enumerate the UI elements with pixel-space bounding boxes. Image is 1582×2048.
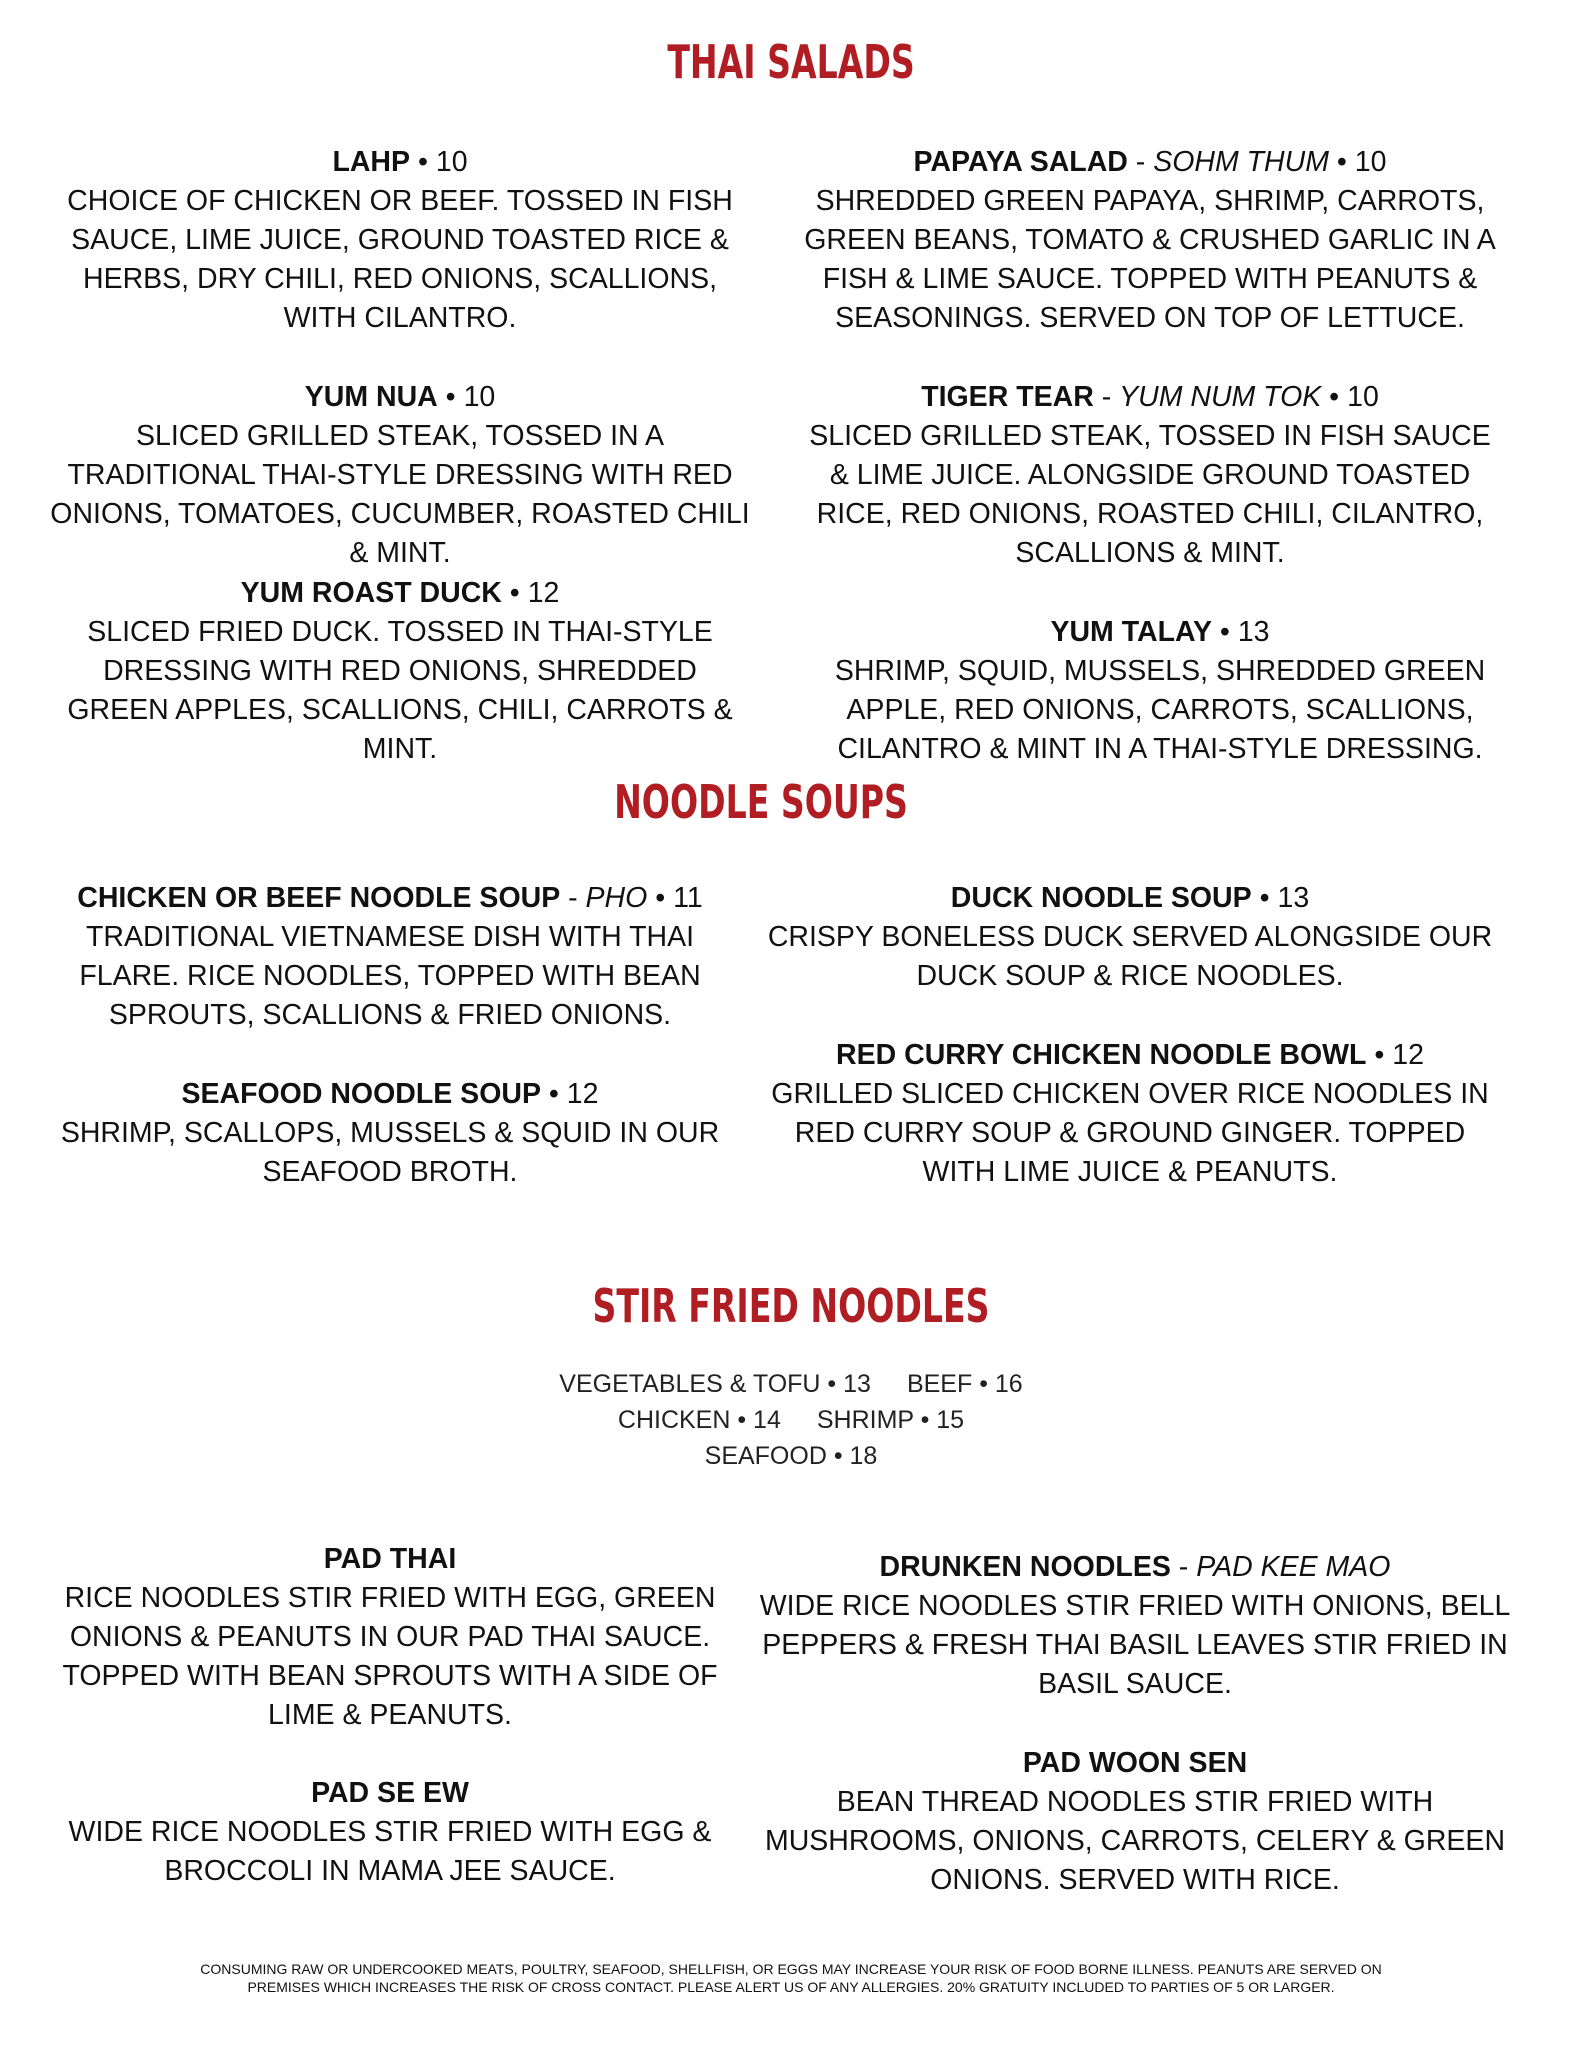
- item-name: SEAFOOD NOODLE SOUP: [181, 1078, 541, 1110]
- item-name: PAD SE EW: [311, 1777, 469, 1809]
- menu-item-yum-roast-duck: YUM ROAST DUCK • 12 SLICED FRIED DUCK. TOSSED IN THAI-STYLE DRESSING WITH RED ONIONS, SHREDDED GREEN APPLES, SCALLIONS, CHILI, CARROTS & MINT.: [50, 574, 750, 769]
- item-name: YUM TALAY: [1050, 616, 1212, 648]
- item-description: CHOICE OF CHICKEN OR BEEF. TOSSED IN FISH SAUCE, LIME JUICE, GROUND TOASTED RICE & HERBS, DRY CHILI, RED ONIONS, SCALLIONS, WITH CILANTRO.: [67, 185, 733, 334]
- menu-item-pad-woon-sen: [740, 1744, 1530, 1900]
- item-price: 10: [1354, 146, 1387, 178]
- item-price: 12: [566, 1078, 599, 1110]
- item-price: 13: [1237, 616, 1270, 648]
- item-name: PAD WOON SEN: [1022, 1747, 1248, 1779]
- item-subtitle: SOHM THUM: [1153, 146, 1329, 178]
- menu-item-tiger-tear: TIGER TEAR - YUM NUM TOK • 10 SLICED GRILLED STEAK, TOSSED IN FISH SAUCE & LIME JUICE. ALONGSIDE GROUND TOASTED RICE, RED ONIONS, ROASTED CHILI, CILANTRO, SCALLIONS & MINT.: [800, 378, 1500, 573]
- section-title-stir-fried-noodles: STIR FRIED NOODLES: [592, 1279, 990, 1333]
- menu-item-pad-se-ew: [50, 1774, 730, 1891]
- menu-item-seafood-noodle-soup: SEAFOOD NOODLE SOUP • 12 SHRIMP, SCALLOPS, MUSSELS & SQUID IN OUR SEAFOOD BROTH.: [50, 1075, 730, 1192]
- item-name: DUCK NOODLE SOUP: [950, 882, 1252, 914]
- item-price: 11: [673, 882, 703, 914]
- price-chicken: CHICKEN • 14: [617, 1406, 781, 1434]
- menu-item-duck-noodle-soup: DUCK NOODLE SOUP • 13 CRISPY BONELESS DUCK SERVED ALONGSIDE OUR DUCK SOUP & RICE NOODLES.: [760, 879, 1500, 996]
- protein-price-list: [0, 1366, 1582, 1474]
- item-description: SHRIMP, SQUID, MUSSELS, SHREDDED GREEN APPLE, RED ONIONS, CARROTS, SCALLIONS, CILANTRO & MINT IN A THAI-STYLE DRESSING.: [834, 655, 1486, 765]
- item-name: DRUNKEN NOODLES: [879, 1551, 1171, 1583]
- price-shrimp: SHRIMP • 15: [816, 1406, 965, 1434]
- item-description: BEAN THREAD NOODLES STIR FRIED WITH MUSHROOMS, ONIONS, CARROTS, CELERY & GREEN ONIONS. SERVED WITH RICE.: [764, 1786, 1506, 1896]
- item-name: LAHP: [332, 146, 411, 178]
- item-description: WIDE RICE NOODLES STIR FRIED WITH EGG & BROCCOLI IN MAMA JEE SAUCE.: [68, 1816, 712, 1887]
- item-name: CHICKEN OR BEEF NOODLE SOUP: [77, 882, 561, 914]
- price-beef: BEEF • 16: [906, 1370, 1023, 1398]
- allergy-disclaimer: CONSUMING RAW OR UNDERCOOKED MEATS, POULTRY, SEAFOOD, SHELLFISH, OR EGGS MAY INCREASE YOUR RISK OF FOOD BORNE ILLNESS. PEANUTS ARE SERVED ON PREMISES WHICH INCREASES THE RISK OF CROSS CONTACT. PLEASE ALERT US OF ANY ALLERGIES. 20% GRATUITY INCLUDED TO PARTIES OF 5 OR LARGER.: [200, 1961, 1382, 1995]
- item-description: TRADITIONAL VIETNAMESE DISH WITH THAI FLARE. RICE NOODLES, TOPPED WITH BEAN SPROUTS, SCALLIONS & FRIED ONIONS.: [79, 921, 701, 1031]
- price-row: [0, 1438, 1582, 1474]
- section-title-noodle-soups: NOODLE SOUPS: [614, 775, 908, 829]
- item-description: SLICED FRIED DUCK. TOSSED IN THAI-STYLE DRESSING WITH RED ONIONS, SHREDDED GREEN APPLES, SCALLIONS, CHILI, CARROTS & MINT.: [67, 616, 733, 765]
- item-subtitle: PHO: [585, 882, 648, 914]
- item-name: RED CURRY CHICKEN NOODLE BOWL: [836, 1039, 1367, 1071]
- item-description: RICE NOODLES STIR FRIED WITH EGG, GREEN ONIONS & PEANUTS IN OUR PAD THAI SAUCE. TOPPED WITH BEAN SPROUTS WITH A SIDE OF LIME & PEANUTS.: [62, 1582, 718, 1731]
- item-description: SHREDDED GREEN PAPAYA, SHRIMP, CARROTS, GREEN BEANS, TOMATO & CRUSHED GARLIC IN A FISH & LIME SAUCE. TOPPED WITH PEANUTS & SEASONINGS. SERVED ON TOP OF LETTUCE.: [804, 185, 1496, 334]
- menu-item-yum-nua: YUM NUA • 10 SLICED GRILLED STEAK, TOSSED IN A TRADITIONAL THAI-STYLE DRESSING WITH RED ONIONS, TOMATOES, CUCUMBER, ROASTED CHILI & MINT.: [50, 378, 750, 573]
- price-seafood: SEAFOOD • 18: [704, 1442, 878, 1470]
- menu-item-red-curry-chicken-noodle-bowl: RED CURRY CHICKEN NOODLE BOWL • 12 GRILLED SLICED CHICKEN OVER RICE NOODLES IN RED CURRY SOUP & GROUND GINGER. TOPPED WITH LIME JUICE & PEANUTS.: [760, 1036, 1500, 1192]
- item-name: TIGER TEAR: [921, 381, 1094, 413]
- item-name: PAD THAI: [323, 1543, 457, 1575]
- item-description: SLICED GRILLED STEAK, TOSSED IN FISH SAUCE & LIME JUICE. ALONGSIDE GROUND TOASTED RICE, RED ONIONS, ROASTED CHILI, CILANTRO, SCALLIONS & MINT.: [809, 420, 1491, 569]
- item-price: 10: [1347, 381, 1379, 413]
- item-name: YUM ROAST DUCK: [240, 577, 502, 609]
- item-name: YUM NUA: [304, 381, 438, 413]
- item-price: 10: [435, 146, 468, 178]
- menu-item-yum-talay: YUM TALAY • 13 SHRIMP, SQUID, MUSSELS, SHREDDED GREEN APPLE, RED ONIONS, CARROTS, SCALLIONS, CILANTRO & MINT IN A THAI-STYLE DRESSING.: [800, 613, 1520, 769]
- menu-item-pad-thai: [50, 1540, 730, 1735]
- item-name: PAPAYA SALAD: [913, 146, 1128, 178]
- item-price: 10: [463, 381, 496, 413]
- item-description: CRISPY BONELESS DUCK SERVED ALONGSIDE OUR DUCK SOUP & RICE NOODLES.: [767, 921, 1493, 992]
- menu-item-lahp: LAHP • 10 CHOICE OF CHICKEN OR BEEF. TOSSED IN FISH SAUCE, LIME JUICE, GROUND TOASTED RICE & HERBS, DRY CHILI, RED ONIONS, SCALLIONS, WITH CILANTRO.: [50, 143, 750, 338]
- menu-item-drunken-noodles: DRUNKEN NOODLES - PAD KEE MAO WIDE RICE NOODLES STIR FRIED WITH ONIONS, BELL PEPPERS & FRESH THAI BASIL LEAVES STIR FRIED IN BASIL SAUCE.: [740, 1548, 1530, 1704]
- price-vegetables-tofu: VEGETABLES & TOFU • 13: [559, 1370, 871, 1398]
- item-description: WIDE RICE NOODLES STIR FRIED WITH ONIONS, BELL PEPPERS & FRESH THAI BASIL LEAVES STIR FRIED IN BASIL SAUCE.: [759, 1590, 1511, 1700]
- item-description: SHRIMP, SCALLOPS, MUSSELS & SQUID IN OUR SEAFOOD BROTH.: [60, 1117, 720, 1188]
- section-title-thai-salads: THAI SALADS: [667, 35, 915, 89]
- price-row: [0, 1402, 1582, 1438]
- item-description: GRILLED SLICED CHICKEN OVER RICE NOODLES IN RED CURRY SOUP & GROUND GINGER. TOPPED WITH LIME JUICE & PEANUTS.: [771, 1078, 1489, 1188]
- item-price: 12: [527, 577, 560, 609]
- price-row: [0, 1366, 1582, 1402]
- item-price: 13: [1277, 882, 1310, 914]
- item-subtitle: PAD KEE MAO: [1196, 1551, 1391, 1583]
- menu-item-chicken-beef-noodle-soup: CHICKEN OR BEEF NOODLE SOUP - PHO • 11 TRADITIONAL VIETNAMESE DISH WITH THAI FLARE. RICE NOODLES, TOPPED WITH BEAN SPROUTS, SCALLIONS & FRIED ONIONS.: [50, 879, 730, 1035]
- item-description: SLICED GRILLED STEAK, TOSSED IN A TRADITIONAL THAI-STYLE DRESSING WITH RED ONIONS, TOMATOES, CUCUMBER, ROASTED CHILI & MINT.: [50, 420, 750, 569]
- item-price: 12: [1392, 1039, 1424, 1071]
- menu-item-papaya-salad: PAPAYA SALAD - SOHM THUM • 10 SHREDDED GREEN PAPAYA, SHRIMP, CARROTS, GREEN BEANS, TOMATO & CRUSHED GARLIC IN A FISH & LIME SAUCE. TOPPED WITH PEANUTS & SEASONINGS. SERVED ON TOP OF LETTUCE.: [800, 143, 1500, 338]
- item-subtitle: YUM NUM TOK: [1119, 381, 1322, 413]
